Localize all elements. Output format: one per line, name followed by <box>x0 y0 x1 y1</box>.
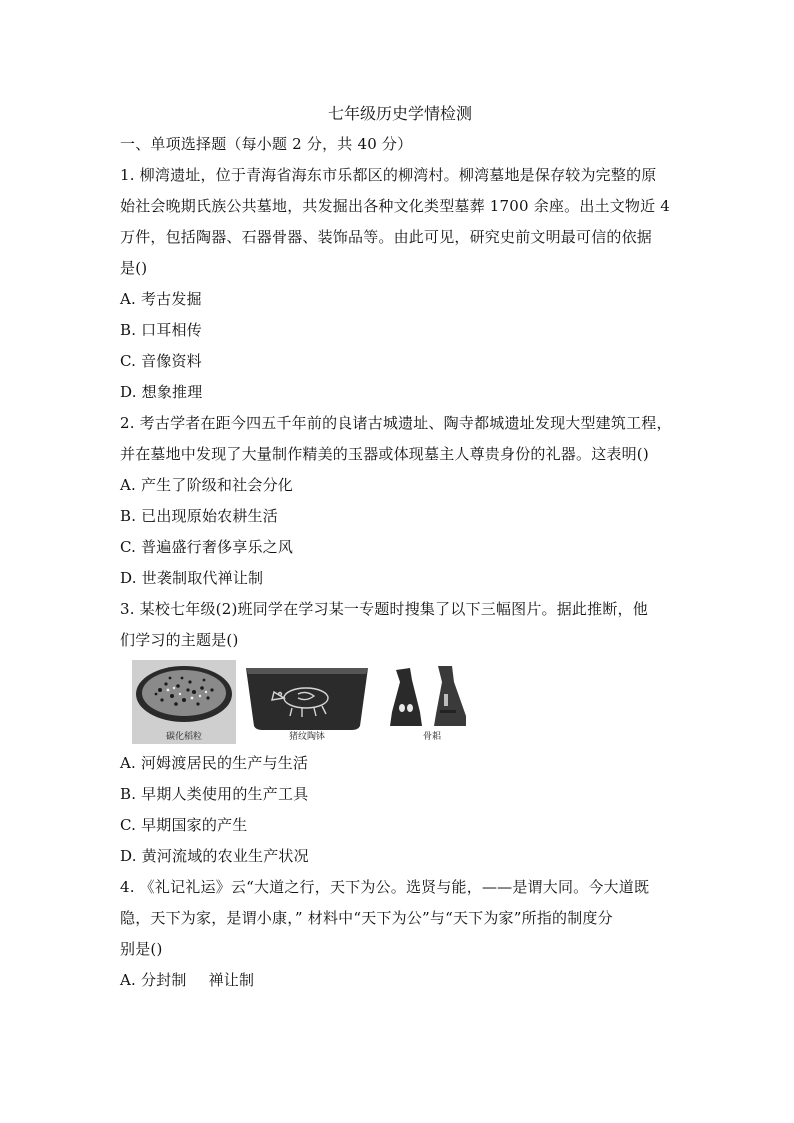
option-d: D. 想象推理 <box>120 383 203 401</box>
pig-pottery-image <box>242 660 372 744</box>
option-a: A. 考古发掘 <box>120 290 202 308</box>
question-text-line: 2. 考古学者在距今四五千年前的良诸古城遗址、陶寺都城遗址发现大型建筑工程， <box>120 414 672 432</box>
artifact-figure <box>132 660 484 744</box>
question-3 <box>120 594 680 872</box>
carbonized-rice-image <box>132 660 236 744</box>
option-a-first: A. 分封制 <box>120 971 187 989</box>
option-a-second: 禅让制 <box>208 971 255 989</box>
exam-title: 七年级历史学情检测 <box>327 104 472 123</box>
option-b: B. 已出现原始农耕生活 <box>120 507 278 525</box>
option-c: C. 早期国家的产生 <box>120 816 248 834</box>
question-text-line: 始社会晚期氏族公共墓地，共发掘出各种文化类型墓葬 1700 余座。出土文物近 4 <box>120 197 671 215</box>
option-a: A. 河姆渡居民的生产与生活 <box>120 754 309 772</box>
question-text-line: 们学习的主题是() <box>120 631 239 649</box>
option-b: B. 口耳相传 <box>120 321 202 339</box>
question-text-line: 是() <box>120 259 148 277</box>
figure-caption-rice: 碳化稻粒 <box>165 732 202 742</box>
question-text-line: 别是() <box>120 940 163 958</box>
bone-spade-image <box>380 660 484 744</box>
figure-caption-spade: 骨耜 <box>422 732 441 742</box>
option-a: A. 产生了阶级和社会分化 <box>120 476 293 494</box>
question-4 <box>120 872 680 996</box>
section-heading: 一、单项选择题（每小题 2 分，共 40 分） <box>120 135 413 153</box>
exam-page <box>120 98 680 996</box>
question-text-line: 1. 柳湾遗址，位于青海省海东市乐都区的柳湾村。柳湾墓地是保存较为完整的原 <box>120 166 657 184</box>
option-c: C. 音像资料 <box>120 352 202 370</box>
question-text-line: 4. 《礼记礼运》云“大道之行，天下为公。选贤与能，——是谓大同。今大道既 <box>120 878 650 896</box>
option-b: B. 早期人类使用的生产工具 <box>120 785 309 803</box>
question-text-line: 隐，天下为家，是谓小康，” 材料中“天下为公”与“天下为家”所指的制度分 <box>120 909 613 927</box>
question-text-line: 并在墓地中发现了大量制作精美的玉器或体现墓主人尊贵身份的礼器。这表明() <box>120 445 649 463</box>
option-c: C. 普遍盛行奢侈享乐之风 <box>120 538 294 556</box>
option-d: D. 黄河流域的农业生产状况 <box>120 847 309 865</box>
figure-caption-pottery: 猪纹陶钵 <box>288 732 325 742</box>
question-text-line: 万件，包括陶器、石器骨器、装饰品等。由此可见，研究史前文明最可信的依据 <box>120 228 653 246</box>
option-a <box>120 965 680 996</box>
question-text-line: 3. 某校七年级(2)班同学在学习某一专题时搜集了以下三幅图片。据此推断，他 <box>120 600 648 618</box>
question-1 <box>120 160 680 408</box>
question-2 <box>120 408 680 594</box>
option-d: D. 世袭制取代禅让制 <box>120 569 264 587</box>
